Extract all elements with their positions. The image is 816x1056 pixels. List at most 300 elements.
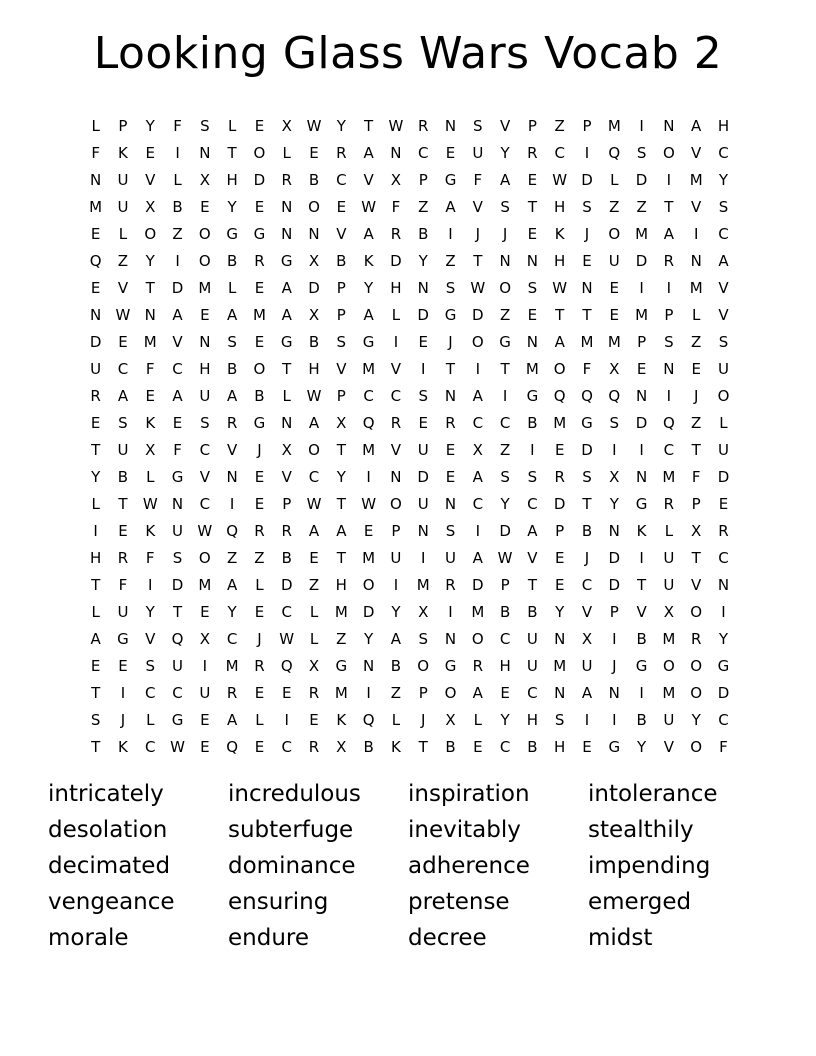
grid-letter[interactable]: X [390,170,402,189]
grid-letter[interactable]: M [662,683,676,702]
grid-letter[interactable]: O [662,143,675,162]
grid-letter[interactable]: R [254,656,265,675]
grid-letter[interactable]: U [581,656,593,675]
grid-letter[interactable]: F [118,575,128,594]
grid-letter[interactable]: U [608,251,620,270]
grid-letter[interactable]: A [472,683,483,702]
grid-letter[interactable]: G [280,332,293,351]
grid-letter[interactable]: C [417,143,429,162]
grid-letter[interactable]: E [254,278,265,297]
grid-letter[interactable]: G [444,656,457,675]
grid-letter[interactable]: U [172,521,184,540]
grid-letter[interactable]: W [552,278,568,297]
grid-letter[interactable]: J [502,224,508,243]
grid-letter[interactable]: C [718,548,729,567]
grid-letter[interactable]: A [172,305,183,324]
grid-letter[interactable]: X [308,251,320,270]
grid-letter[interactable]: C [472,494,484,513]
grid-letter[interactable]: V [527,548,538,567]
grid-letter[interactable]: Y [336,467,346,486]
grid-letter[interactable]: Y [364,629,374,648]
grid-letter[interactable]: G [499,332,511,351]
grid-letter[interactable]: P [336,278,346,297]
grid-letter[interactable]: M [471,602,485,621]
grid-letter[interactable]: Q [362,710,375,729]
grid-letter[interactable]: A [718,251,729,270]
grid-letter[interactable]: C [308,467,320,486]
grid-letter[interactable]: A [472,548,483,567]
grid-letter[interactable]: I [666,278,672,297]
grid-letter[interactable]: D [472,305,484,324]
grid-letter[interactable]: S [118,413,128,432]
grid-letter[interactable]: X [281,440,292,459]
grid-letter[interactable]: N [635,386,648,405]
grid-letter[interactable]: B [308,332,320,351]
grid-letter[interactable]: F [473,170,483,189]
grid-letter[interactable]: P [582,116,592,135]
grid-letter[interactable]: L [664,521,674,540]
grid-letter[interactable]: N [308,224,320,243]
grid-letter[interactable]: X [445,710,456,729]
grid-letter[interactable]: T [691,548,701,567]
grid-letter[interactable]: I [693,224,699,243]
grid-letter[interactable]: I [448,224,453,243]
grid-letter[interactable]: U [117,197,129,216]
grid-letter[interactable]: K [554,224,565,243]
grid-letter[interactable]: O [417,656,430,675]
grid-letter[interactable]: R [445,413,456,432]
grid-letter[interactable]: L [91,116,100,135]
grid-letter[interactable]: R [254,521,265,540]
grid-letter[interactable]: B [254,386,265,405]
grid-letter[interactable]: T [172,602,183,621]
grid-letter[interactable]: F [173,116,182,135]
grid-letter[interactable]: Q [226,737,239,756]
grid-letter[interactable]: D [171,575,184,594]
grid-letter[interactable]: S [718,197,729,216]
grid-letter[interactable]: S [336,332,347,351]
grid-letter[interactable]: N [581,278,593,297]
grid-letter[interactable]: T [118,494,128,513]
grid-letter[interactable]: L [173,170,182,189]
grid-letter[interactable]: M [225,656,239,675]
grid-letter[interactable]: G [171,710,184,729]
grid-letter[interactable]: H [390,278,402,297]
grid-letter[interactable]: Z [418,197,429,216]
grid-letter[interactable]: P [391,521,401,540]
grid-letter[interactable]: Z [445,251,456,270]
grid-letter[interactable]: E [636,359,647,378]
grid-letter[interactable]: X [472,440,483,459]
grid-letter[interactable]: P [118,116,128,135]
grid-letter[interactable]: S [582,197,592,216]
grid-letter[interactable]: H [526,710,539,729]
grid-letter[interactable]: T [691,440,701,459]
grid-letter[interactable]: J [584,548,590,567]
grid-letter[interactable]: E [309,143,319,162]
grid-letter[interactable]: U [417,494,429,513]
grid-letter[interactable]: T [445,359,456,378]
grid-letter[interactable]: I [175,251,180,270]
grid-letter[interactable]: D [417,305,429,324]
grid-letter[interactable]: Z [636,197,647,216]
grid-letter[interactable]: L [692,305,701,324]
grid-letter[interactable]: U [117,440,129,459]
grid-letter[interactable]: S [227,332,237,351]
grid-letter[interactable]: W [388,116,404,135]
grid-letter[interactable]: D [253,170,266,189]
grid-letter[interactable]: C [499,413,511,432]
grid-letter[interactable]: I [612,440,617,459]
grid-letter[interactable]: B [390,656,402,675]
grid-letter[interactable]: W [170,737,185,756]
grid-letter[interactable]: M [553,413,567,432]
grid-letter[interactable]: N [663,116,675,135]
grid-letter[interactable]: M [635,224,649,243]
grid-letter[interactable]: S [145,656,155,675]
grid-letter[interactable]: Y [336,116,346,135]
grid-letter[interactable]: A [527,521,538,540]
grid-letter[interactable]: R [254,251,265,270]
grid-letter[interactable]: I [148,575,153,594]
grid-letter[interactable]: E [445,467,456,486]
grid-letter[interactable]: Z [609,197,620,216]
grid-letter[interactable]: R [554,467,565,486]
grid-letter[interactable]: M [198,575,212,594]
grid-letter[interactable]: Z [499,305,511,324]
grid-letter[interactable]: F [391,197,401,216]
grid-letter[interactable]: Y [555,602,565,621]
grid-letter[interactable]: I [612,629,617,648]
grid-letter[interactable]: V [636,602,647,621]
grid-letter[interactable]: J [612,656,617,675]
grid-letter[interactable]: W [497,548,513,567]
grid-letter[interactable]: N [444,494,457,513]
grid-letter[interactable]: S [664,332,674,351]
grid-letter[interactable]: A [554,332,565,351]
grid-letter[interactable]: H [554,251,566,270]
grid-letter[interactable]: N [90,170,102,189]
grid-letter[interactable]: C [199,440,211,459]
grid-letter[interactable]: D [472,575,484,594]
grid-letter[interactable]: N [526,332,539,351]
grid-letter[interactable]: Z [172,224,183,243]
grid-letter[interactable]: F [691,467,701,486]
grid-letter[interactable]: T [336,548,346,567]
grid-letter[interactable]: E [200,305,210,324]
grid-letter[interactable]: B [226,359,238,378]
grid-letter[interactable]: X [308,305,320,324]
grid-letter[interactable]: K [336,710,347,729]
grid-letter[interactable]: G [635,656,648,675]
grid-letter[interactable]: I [202,656,208,675]
grid-letter[interactable]: E [118,521,128,540]
grid-letter[interactable]: J [693,386,699,405]
grid-letter[interactable]: S [90,710,101,729]
grid-letter[interactable]: J [120,710,126,729]
grid-letter[interactable]: E [254,197,265,216]
grid-letter[interactable]: G [117,629,129,648]
grid-letter[interactable]: U [445,548,456,567]
grid-letter[interactable]: Q [662,413,675,432]
grid-letter[interactable]: I [366,683,371,702]
grid-letter[interactable]: E [145,386,155,405]
grid-letter[interactable]: A [308,521,320,540]
grid-letter[interactable]: E [254,602,265,621]
grid-letter[interactable]: T [91,575,101,594]
grid-letter[interactable]: N [417,521,429,540]
grid-letter[interactable]: B [308,170,320,189]
grid-letter[interactable]: Y [637,737,647,756]
grid-letter[interactable]: N [499,251,511,270]
grid-letter[interactable]: I [420,359,426,378]
grid-letter[interactable]: M [607,116,621,135]
grid-letter[interactable]: B [527,737,538,756]
grid-letter[interactable]: Z [308,575,320,594]
grid-letter[interactable]: L [118,224,128,243]
grid-letter[interactable]: T [582,494,592,513]
grid-letter[interactable]: V [281,467,292,486]
grid-letter[interactable]: C [281,602,292,621]
grid-letter[interactable]: B [636,710,647,729]
grid-letter[interactable]: Z [691,332,702,351]
grid-letter[interactable]: K [145,521,156,540]
grid-letter[interactable]: C [499,737,511,756]
grid-letter[interactable]: B [527,602,538,621]
grid-letter[interactable]: E [445,143,456,162]
grid-letter[interactable]: R [718,521,729,540]
grid-letter[interactable]: X [199,629,210,648]
grid-letter[interactable]: V [472,197,483,216]
grid-letter[interactable]: G [581,413,593,432]
grid-letter[interactable]: G [335,656,348,675]
grid-letter[interactable]: Q [608,386,621,405]
grid-letter[interactable]: I [584,710,590,729]
grid-letter[interactable]: E [90,224,101,243]
grid-letter[interactable]: K [636,521,647,540]
grid-letter[interactable]: S [609,413,620,432]
grid-letter[interactable]: U [663,575,675,594]
grid-letter[interactable]: V [499,116,511,135]
grid-letter[interactable]: Y [718,170,729,189]
grid-letter[interactable]: M [607,332,621,351]
grid-letter[interactable]: S [636,143,647,162]
grid-letter[interactable]: C [172,359,183,378]
grid-letter[interactable]: N [144,305,156,324]
grid-letter[interactable]: T [664,197,674,216]
grid-letter[interactable]: R [663,251,675,270]
grid-letter[interactable]: E [473,737,483,756]
grid-letter[interactable]: O [144,224,157,243]
grid-letter[interactable]: P [418,170,428,189]
grid-letter[interactable]: E [90,278,101,297]
grid-letter[interactable]: F [173,440,182,459]
grid-letter[interactable]: M [553,656,567,675]
grid-letter[interactable]: A [363,143,374,162]
grid-letter[interactable]: V [145,170,156,189]
grid-letter[interactable]: X [308,656,320,675]
grid-letter[interactable]: B [226,251,238,270]
grid-letter[interactable]: O [553,359,566,378]
grid-letter[interactable]: C [581,575,593,594]
grid-letter[interactable]: L [91,494,100,513]
grid-letter[interactable]: U [199,386,211,405]
grid-letter[interactable]: S [554,710,565,729]
grid-letter[interactable]: E [554,548,565,567]
grid-letter[interactable]: N [171,494,184,513]
grid-letter[interactable]: C [172,683,183,702]
grid-letter[interactable]: G [717,656,730,675]
grid-letter[interactable]: Q [171,629,184,648]
grid-letter[interactable]: S [445,278,456,297]
grid-letter[interactable]: X [336,737,347,756]
grid-letter[interactable]: L [146,710,155,729]
grid-letter[interactable]: H [90,548,102,567]
grid-letter[interactable]: V [227,440,238,459]
grid-letter[interactable]: N [90,305,102,324]
grid-letter[interactable]: A [472,386,483,405]
grid-letter[interactable]: P [609,602,619,621]
grid-letter[interactable]: A [691,116,702,135]
grid-letter[interactable]: T [282,359,292,378]
grid-letter[interactable]: L [391,305,401,324]
grid-letter[interactable]: H [499,656,511,675]
grid-letter[interactable]: M [362,359,376,378]
grid-letter[interactable]: B [527,413,538,432]
grid-letter[interactable]: E [527,305,538,324]
grid-letter[interactable]: W [115,305,131,324]
grid-letter[interactable]: N [444,629,457,648]
grid-letter[interactable]: E [309,710,319,729]
grid-letter[interactable]: R [308,737,320,756]
grid-letter[interactable]: S [200,116,210,135]
grid-letter[interactable]: O [253,359,266,378]
grid-letter[interactable]: B [281,548,292,567]
grid-letter[interactable]: S [418,629,428,648]
grid-letter[interactable]: A [581,683,593,702]
grid-letter[interactable]: F [91,143,100,162]
grid-letter[interactable]: M [689,278,703,297]
grid-letter[interactable]: A [336,521,347,540]
grid-letter[interactable]: R [90,386,101,405]
grid-letter[interactable]: J [257,440,262,459]
grid-letter[interactable]: D [499,521,511,540]
grid-letter[interactable]: Z [499,440,511,459]
grid-letter[interactable]: T [527,197,537,216]
grid-letter[interactable]: T [582,305,592,324]
grid-letter[interactable]: I [475,359,481,378]
grid-letter[interactable]: J [475,224,481,243]
grid-letter[interactable]: X [609,359,620,378]
grid-letter[interactable]: A [281,278,292,297]
grid-letter[interactable]: R [690,629,702,648]
grid-letter[interactable]: T [418,737,428,756]
grid-letter[interactable]: M [362,440,376,459]
grid-letter[interactable]: G [171,467,184,486]
grid-letter[interactable]: P [282,494,292,513]
grid-letter[interactable]: B [445,737,456,756]
grid-letter[interactable]: G [444,305,457,324]
grid-letter[interactable]: O [253,143,266,162]
grid-letter[interactable]: I [393,575,399,594]
grid-letter[interactable]: E [609,305,620,324]
grid-letter[interactable]: N [417,278,429,297]
grid-letter[interactable]: T [336,494,346,513]
grid-letter[interactable]: V [691,575,702,594]
grid-letter[interactable]: I [612,710,617,729]
grid-letter[interactable]: O [308,440,320,459]
grid-letter[interactable]: R [445,575,456,594]
grid-letter[interactable]: X [199,170,210,189]
grid-letter[interactable]: D [635,251,648,270]
grid-letter[interactable]: A [663,224,675,243]
grid-letter[interactable]: X [609,467,620,486]
grid-letter[interactable]: L [282,143,291,162]
grid-letter[interactable]: P [527,116,537,135]
grid-letter[interactable]: E [254,737,265,756]
grid-letter[interactable]: Y [227,197,237,216]
grid-letter[interactable]: A [227,575,238,594]
grid-letter[interactable]: E [281,683,292,702]
grid-letter[interactable]: H [717,116,730,135]
grid-letter[interactable]: M [689,170,703,189]
grid-letter[interactable]: W [306,386,322,405]
grid-letter[interactable]: C [527,683,538,702]
grid-letter[interactable]: D [362,602,375,621]
grid-letter[interactable]: U [717,359,729,378]
grid-letter[interactable]: I [639,278,644,297]
grid-letter[interactable]: W [197,521,213,540]
grid-letter[interactable]: L [719,413,728,432]
grid-letter[interactable]: D [717,467,730,486]
grid-letter[interactable]: D [635,413,648,432]
grid-letter[interactable]: O [308,197,320,216]
grid-letter[interactable]: N [608,521,620,540]
grid-letter[interactable]: S [718,332,729,351]
grid-letter[interactable]: C [226,629,238,648]
grid-letter[interactable]: Y [691,710,701,729]
grid-letter[interactable]: F [582,359,592,378]
grid-letter[interactable]: H [554,197,566,216]
grid-letter[interactable]: R [308,683,320,702]
grid-letter[interactable]: Y [500,143,510,162]
grid-letter[interactable]: C [281,737,292,756]
grid-letter[interactable]: I [420,548,426,567]
grid-letter[interactable]: H [199,359,211,378]
grid-letter[interactable]: G [362,332,375,351]
grid-letter[interactable]: P [500,575,510,594]
grid-letter[interactable]: I [448,602,453,621]
grid-letter[interactable]: E [336,197,347,216]
grid-letter[interactable]: L [610,170,619,189]
grid-letter[interactable]: E [609,278,620,297]
grid-letter[interactable]: C [117,359,129,378]
grid-letter[interactable]: N [444,116,457,135]
grid-letter[interactable]: C [718,710,729,729]
grid-letter[interactable]: X [663,602,675,621]
grid-letter[interactable]: Y [145,602,155,621]
grid-letter[interactable]: Y [418,251,428,270]
grid-letter[interactable]: X [145,440,156,459]
grid-letter[interactable]: D [581,170,593,189]
grid-letter[interactable]: W [361,494,377,513]
grid-letter[interactable]: Z [117,251,129,270]
grid-letter[interactable]: F [145,548,155,567]
grid-letter[interactable]: P [555,521,565,540]
grid-letter[interactable]: A [227,710,238,729]
grid-letter[interactable]: M [198,278,212,297]
grid-letter[interactable]: J [420,710,426,729]
